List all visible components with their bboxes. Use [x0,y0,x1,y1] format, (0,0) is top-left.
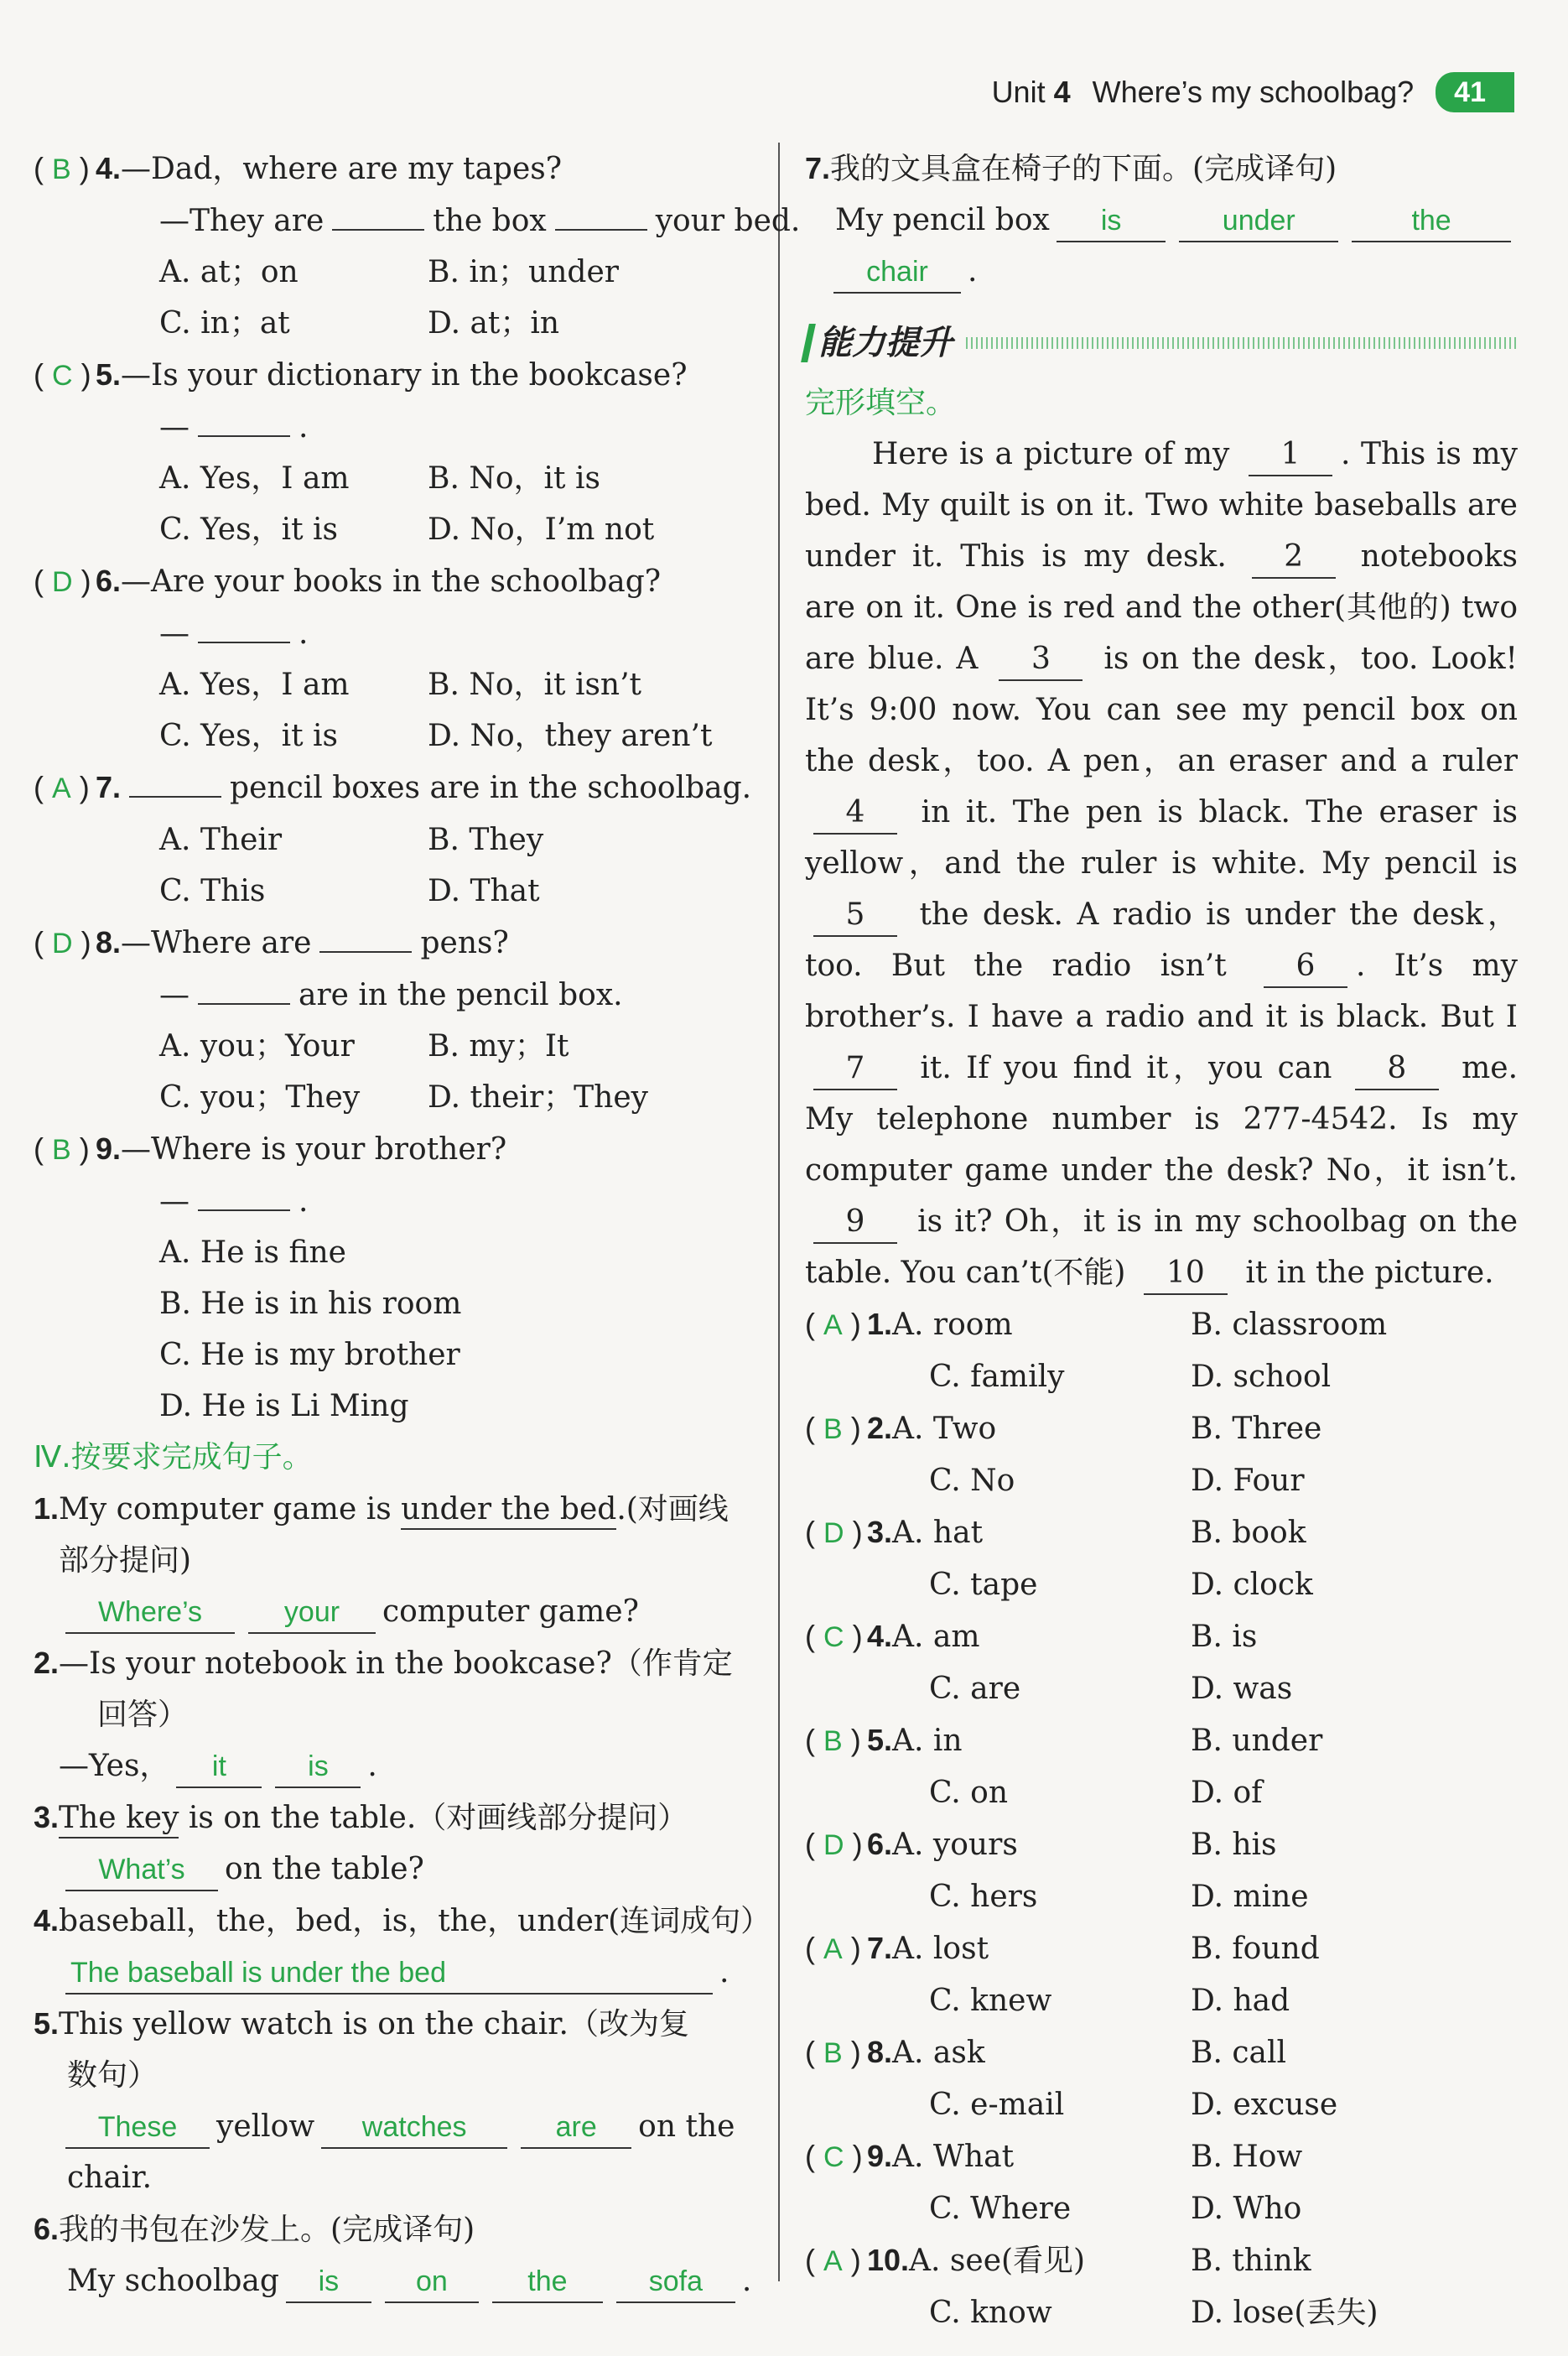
answer-paren: ( B ) [805,1411,861,1445]
answer-fill: The baseball is under the bed [65,1953,713,1995]
left-column: ( B ) 4. —Dad，where are my tapes? —They are the box your bed. A. at；on B. in；under C. in；at D. at；in ( C ) 5. —Is your dictionary in the bookcase? — . A. Yes，I am B. No，it is C. Yes，it is D. No，I’m not ( D ) 6. —Are your books in the schoolbag? — . A. Yes，I am B. No，it isn’t C. Yes，it is D. No，they aren’t ( A ) 7. pencil boxes are in the schoolbag. A. Their B. They C. This D. That ( D ) 8. —Where are pens? — are in the pencil box. A. you；Your B. my；It C. you；They D. their；They ( B ) 9. —Where is your brother? — . A. He is fine B. He is in his room C. He is my brother D. He is Li Ming Ⅳ.按要求完成句子。 1. My computer game is under the bed .(对画线 部分提问) Where’s your computer game? 2. —Is your notebook in the bookcase?（作肯定 回答） —Yes， it is . 3. The key is on the table.（对画线部分提问） What’s on the table? 4. baseball，the，bed，is，the，under(连词成句） The baseball is under the bed . 5. This yellow watch is on the chair.（改为复 数句） These yellow watches are on the chair. 6. 我的书包在沙发上。(完成译句) My schoolbag is on the sofa . [34,143,763,2307]
answer-paren: ( C ) [805,1619,863,1653]
blank [129,796,221,798]
answer-paren: ( B ) [805,2035,861,2069]
blank [198,642,290,643]
task-3: 3. The key is on the table.（对画线部分提问） [34,1792,763,1844]
blank [555,229,647,231]
answer-fill: chair [833,252,961,294]
passage-text: Here is a picture of my [872,437,1240,471]
task-4: 4. baseball，the，bed，is，the，under(连词成句） [34,1903,771,1938]
cloze-blank-8: 8 [1355,1048,1439,1090]
question-4: ( B ) 4. —Dad，where are my tapes? [34,143,763,195]
cloze-blank-5: 5 [813,895,897,937]
cloze-choice-2: ( B ) 2.A. Two B. Three [805,1402,1518,1455]
answer-fill: sofa [616,2261,735,2303]
answer-fill: the [1352,200,1511,242]
passage-text: notebooks are on it. One is red and the other(其他的) two are blue. A [805,539,1518,676]
blank [198,1003,290,1005]
passage-text: is on the desk，too. Look! It’s 9:00 now. You can see my pencil box on the desk，too. A pen，an eraser and a ruler [805,642,1519,778]
passage-text: . It’s my brother’s. I have a radio and it is black. But I [805,949,1518,1034]
cloze-choice-4: ( C ) 4.A. am B. is [805,1610,1518,1663]
cloze-choices: ( A ) 1.A. room B. classroom C. family D. school ( B ) 2.A. Two B. Three C. No D. Four ( D ) 3.A. hat B. book C. tape D. clock ( C ) 4.A. am B. is C. are D. was ( B ) 5.A. in B. under C. on D. of ( D ) 6.A. yours B. his C. hers D. mine ( A ) 7.A. lost B. found C. knew D. had ( B ) 8.A. ask B. call C. e-mail D. excuse ( C ) 9.A. What B. How C. Where D. Who ( A ) 10.A. see(看见) B. think C. know D. lose(丢失) [805,1298,1518,2338]
cloze-choice-9: ( C ) 9.A. What B. How [805,2130,1518,2183]
task-5: 5. This yellow watch is on the chair.（改为复 [34,2006,689,2041]
passage-text: it. If you find it，you can [906,1051,1347,1085]
answer-fill: These [65,2107,210,2149]
cloze-blank-2: 2 [1252,537,1336,579]
answer-fill: the [492,2261,603,2303]
cloze-blank-6: 6 [1264,946,1347,988]
question-6: ( D ) 6. —Are your books in the schoolbag? [34,564,662,599]
passage-text: . This is my bed. My quilt is on it. Two white baseballs are under it. This is my desk. [805,437,1519,574]
answer-fill: watches [321,2107,507,2149]
answer-fill: on [385,2261,479,2303]
cloze-choice-3: ( D ) 3.A. hat B. book [805,1506,1518,1559]
column-divider [778,143,780,2281]
answer-paren: ( A ) [805,1307,861,1341]
task-6: 6. 我的书包在沙发上。(完成译句) [34,2212,475,2247]
cloze-choice-10: ( A ) 10.A. see(看见) B. think [805,2234,1518,2287]
passage-text: the desk. A radio is under the desk，too. But the radio isn’t [805,897,1518,983]
passage-text: in it. The pen is black. The eraser is yellow，and the ruler is white. My pencil is [805,795,1518,881]
answer-fill: under [1179,200,1338,242]
cloze-choice-5: ( B ) 5.A. in B. under [805,1714,1518,1767]
section-4-heading: Ⅳ.按要求完成句子。 [34,1440,313,1474]
answer-fill: is [275,1746,361,1788]
answer-paren: ( D ) [805,1515,863,1549]
blank [319,951,412,953]
cloze-blank-3: 3 [999,639,1083,681]
cloze-choice-6: ( D ) 6.A. yours B. his [805,1818,1518,1871]
page-number-badge: 41 [1436,72,1514,112]
answer-paren: ( B ) [805,1723,861,1757]
cloze-blank-9: 9 [813,1202,897,1244]
question-7: ( A ) 7. pencil boxes are in the schoolbag. [34,770,752,805]
question-9: ( B ) 9. —Where is your brother? [34,1131,507,1167]
cloze-blank-7: 7 [813,1048,897,1090]
blank [332,229,424,231]
cloze-blank-4: 4 [813,793,897,835]
answer-fill: are [521,2107,631,2149]
blank [198,1209,290,1211]
section-title-ability: 能力提升 [805,314,1518,372]
passage-text: me. My telephone number is 277-4542. Is my computer game under the desk? No，it isn’t. [805,1051,1519,1188]
answer-paren: ( A ) [805,1931,861,1965]
passage-text: it in the picture. [1235,1256,1494,1290]
cloze-blank-10: 10 [1144,1253,1228,1295]
answer-fill: your [248,1592,376,1634]
cloze-choice-1: ( A ) 1.A. room B. classroom [805,1298,1518,1351]
cloze-choice-7: ( A ) 7.A. lost B. found [805,1922,1518,1975]
cloze-heading: 完形填空。 [805,386,957,420]
answer-paren: ( C ) [805,2139,863,2173]
passage-text: is it? Oh，it is in my schoolbag on the table. You can’t(不能) [805,1204,1518,1290]
question-5: ( C ) 5. —Is your dictionary in the bookcase? [34,357,688,393]
task-1: 1. My computer game is under the bed .(对画线 [34,1483,763,1535]
answer-paren: ( A ) [805,2243,861,2277]
answer-paren: ( B ) [34,151,90,185]
cloze-choice-8: ( B ) 8.A. ask B. call [805,2026,1518,2079]
answer-fill: it [176,1746,262,1788]
answer-fill: What’s [65,1849,218,1891]
question-8: ( D ) 8. —Where are pens? [34,925,509,960]
answer-paren: ( D ) [805,1827,863,1861]
task-7: 7. 我的文具盒在椅子的下面。(完成译句) [805,151,1337,186]
task-2: 2. —Is your notebook in the bookcase?（作肯定 [34,1646,733,1681]
right-column: 7. 我的文具盒在椅子的下面。(完成译句) My pencil box is under the chair . 能力提升 完形填空。 Here is a picture of my 1 . This is my bed. My quilt is on it. Two white baseballs are under it. This is my desk. 2 notebooks are on it. One is red and the other(其他的) two are blue. A 3 is on the desk，too. Look! It’s 9:00 now. You can see my pencil box on the desk，too. A pen，an eraser and a ruler 4 in it. The pen is black. The eraser is yellow，and the ruler is white. My pencil is 5 the desk. A radio is under the desk，too. But the radio isn’t 6 . It’s my brother’s. I have a radio and it is black. But I 7 it. If you find it，you can 8 me. My telephone number is 277-4542. Is my computer game under the desk? No，it isn’t. 9 is it? Oh，it is in my schoolbag on the table. You can’t(不能) 10 it in the picture. ( A ) 1.A. room B. classroom C. family D. school ( B ) 2.A. Two B. Three C. No D. Four ( D ) 3.A. hat B. book C. tape D. clock ( C ) 4.A. am B. is C. are D. was ( B ) 5.A. in B. under C. on D. of ( D ) 6.A. yours B. his C. hers D. mine ( A ) 7.A. lost B. found C. knew D. had ( B ) 8.A. ask B. call C. e-mail D. excuse ( C ) 9.A. What B. How C. Where D. Who ( A ) 10.A. see(看见) B. think C. know D. lose(丢失) [805,143,1518,2338]
answer-fill: Where’s [65,1592,235,1634]
unit-label: Unit 4 [991,75,1071,109]
unit-title: Where’s my schoolbag? [1092,75,1415,109]
cloze-passage [805,429,1518,1298]
cloze-blank-1: 1 [1249,434,1332,476]
answer-fill: is [1057,200,1166,242]
page-header [992,70,1514,114]
answer-fill: is [286,2261,371,2303]
blank [198,435,290,437]
